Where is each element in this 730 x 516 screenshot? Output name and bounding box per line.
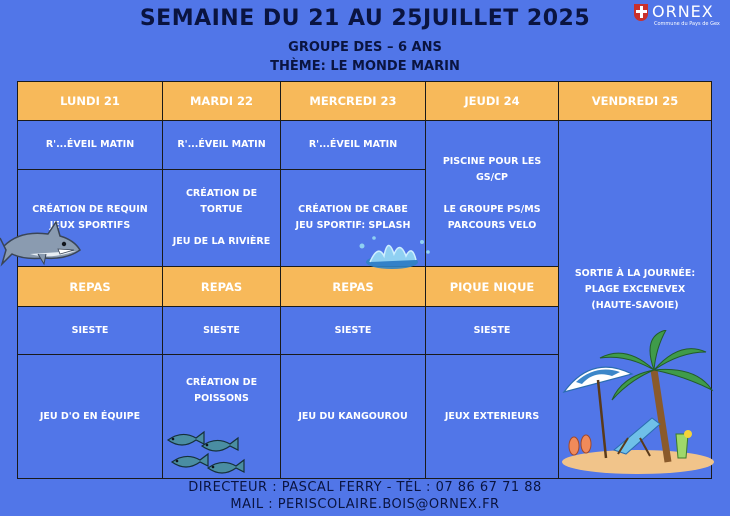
afternoon-wednesday: JEU DU KANGOUROU [281,355,426,479]
activity-line: CRÉATION DE CRABE [298,204,408,215]
page-title: SEMAINE DU 21 AU 25JUILLET 2025 [139,6,591,31]
ornex-logo [632,2,728,28]
water-splash-icon [348,230,432,272]
shark-icon [0,220,82,268]
logo-tagline: Commune du Pays de Gex [654,21,720,27]
friday-line: SORTIE À LA JOURNÉE: [574,267,696,279]
nap-thursday: SIESTE [426,307,559,355]
day-header-wednesday: MERCREDI 23 [281,82,426,121]
thursday-line: LE GROUPE PS/MS [443,203,541,215]
fish-icon [162,430,252,478]
thursday-line: GS/CP [475,171,509,183]
wake-tuesday: R'...ÉVEIL MATIN [163,121,281,170]
beach-umbrella-palm-icon [556,330,716,476]
activity-line: CRÉATION DE TORTUE [185,188,258,215]
friday-line: (HAUTE-SAVOIE) [591,299,679,311]
wake-monday: R'...ÉVEIL MATIN [18,121,163,170]
group-label: GROUPE DES – 6 ANS [288,40,442,55]
activity-line: JEU DE LA RIVIÈRE [172,236,271,247]
nap-tuesday: SIESTE [163,307,281,355]
activity-line: JEU SPORTIF: SPLASH [295,220,411,231]
activity-line: POISSONS [194,393,249,404]
afternoon-thursday: JEUX EXTERIEURS [426,355,559,479]
meal-thursday: PIQUE NIQUE [426,267,559,307]
nap-monday: SIESTE [18,307,163,355]
activity-line: CRÉATION DE [185,377,258,388]
thursday-spacer [430,186,554,202]
meal-monday: REPAS [18,267,163,307]
morning-tuesday [163,170,281,267]
footer-director: DIRECTEUR : PASCAL FERRY - TÉL : 07 86 67 71 88 [188,480,542,495]
theme-label: THÈME: LE MONDE MARIN [270,59,460,74]
meal-wednesday: REPAS [281,267,426,307]
meal-tuesday: REPAS [163,267,281,307]
activity-spacer [167,218,276,234]
logo-name: ORNEX [652,2,714,21]
day-header-tuesday: MARDI 22 [163,82,281,121]
shield-icon [634,4,648,21]
day-header-friday: VENDREDI 25 [559,82,712,121]
friday-line: PLAGE EXCENEVEX [584,283,686,295]
nap-wednesday: SIESTE [281,307,426,355]
day-header-monday: LUNDI 21 [18,82,163,121]
footer-mail: MAIL : PERISCOLAIRE.BOIS@ORNEX.FR [230,497,500,512]
activity-line: JEUX SPORTIFS [49,220,131,231]
afternoon-monday: JEU D'O EN ÉQUIPE [18,355,163,479]
thursday-line: PARCOURS VELO [447,219,537,231]
day-header-thursday: JEUDI 24 [426,82,559,121]
thursday-line: PISCINE POUR LES [442,155,542,167]
activity-line: CRÉATION DE REQUIN [32,204,148,215]
wake-wednesday: R'...ÉVEIL MATIN [281,121,426,170]
thursday-morning-cell [426,121,559,267]
